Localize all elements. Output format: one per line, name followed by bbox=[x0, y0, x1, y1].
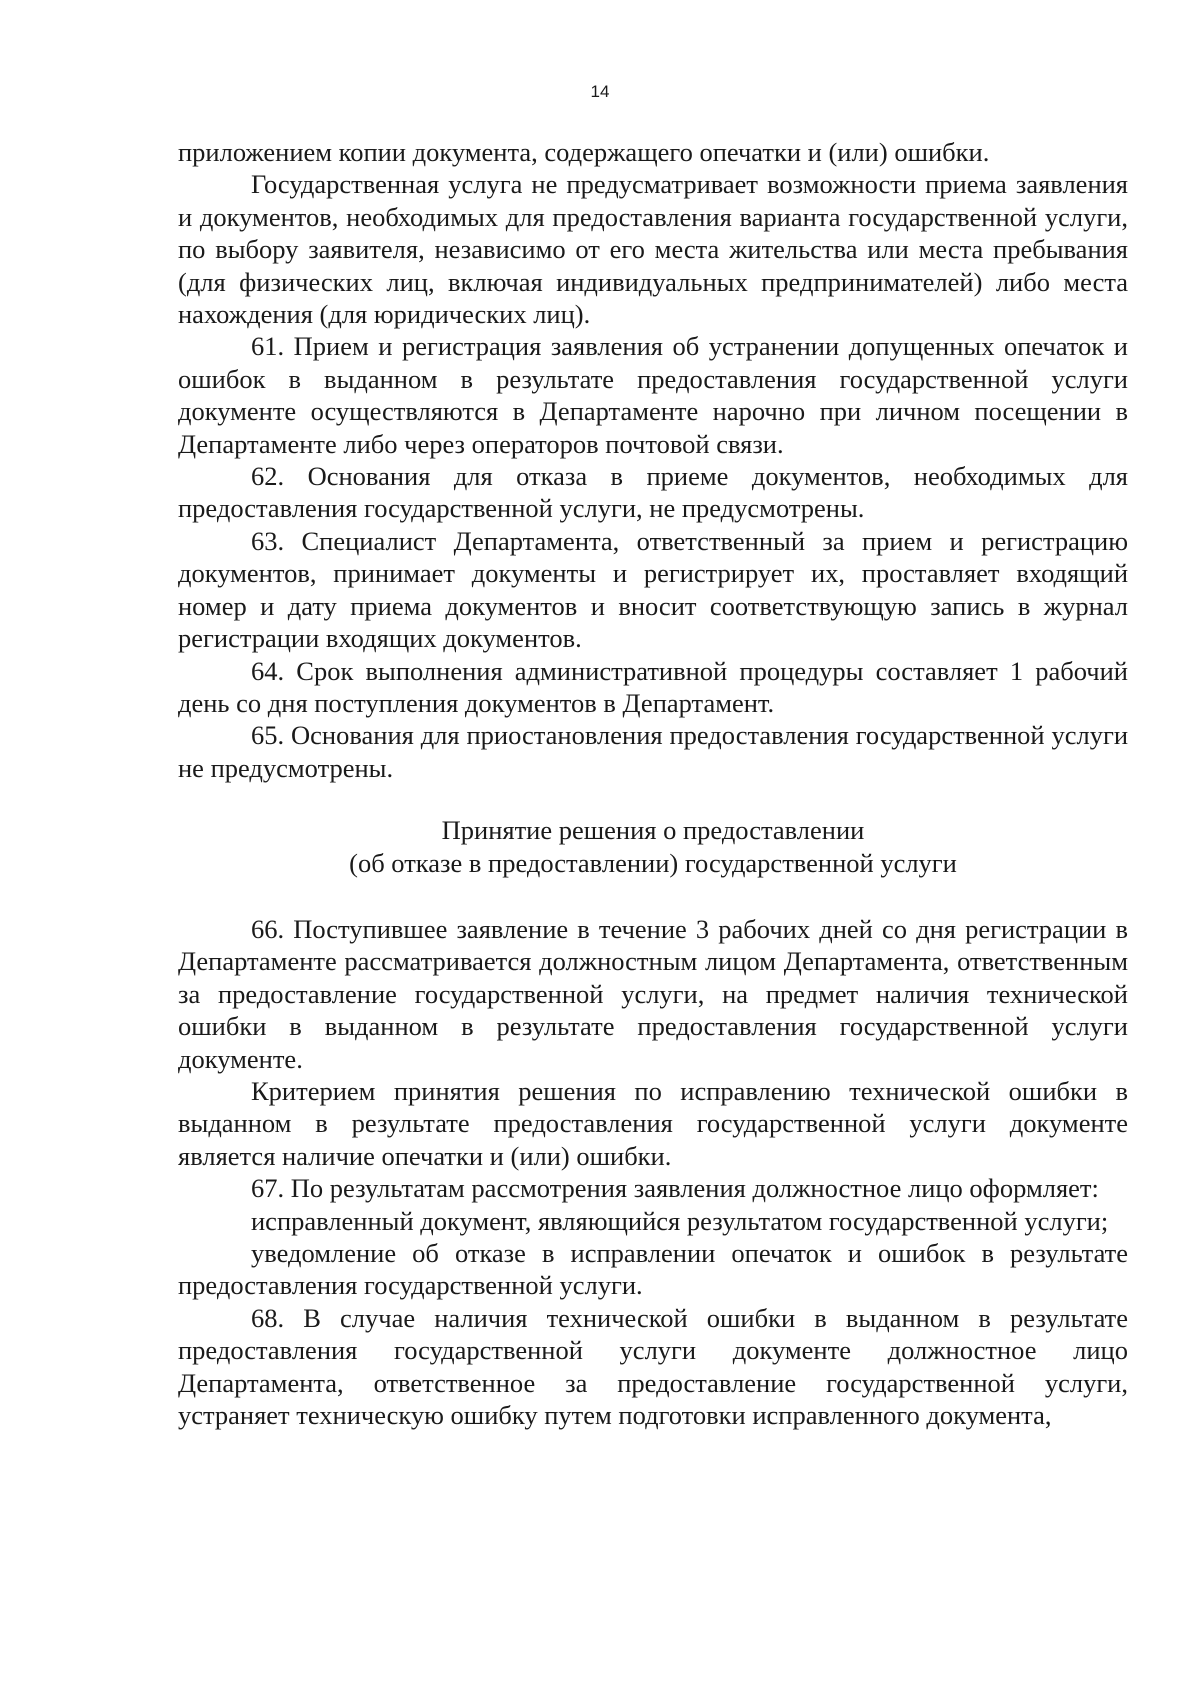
paragraph-item-64: 64. Срок выполнения административной процедуры составляет 1 рабочий день со дня поступления документов в Департамент. bbox=[178, 655, 1128, 718]
page-number: 14 bbox=[590, 82, 610, 101]
paragraph-item-66: 66. Поступившее заявление в течение 3 рабочих дней со дня регистрации в Департаменте рассматривается должностным лицом Департамента, ответственным за предоставление государственной услуги, на предмет наличия технической ошибки в выданном в результате предоставления государственной услуги документе. bbox=[178, 913, 1128, 1074]
document-body bbox=[178, 136, 1128, 1431]
paragraph-item-68: 68. В случае наличия технической ошибки в выданном в результате предоставления государственной услуги документе должностное лицо Департамента, ответственное за предоставление государственной услуги, устраняет техническую ошибку путем подготовки исправленного документа, bbox=[178, 1302, 1128, 1431]
paragraph-item-62: 62. Основания для отказа в приеме документов, необходимых для предоставления государственной услуги, не предусмотрены. bbox=[178, 461, 1128, 524]
section-heading-line-1: Принятие решения о предоставлении bbox=[441, 815, 865, 846]
section-heading bbox=[178, 814, 1128, 879]
paragraph-item-67: 67. По результатам рассмотрения заявления должностное лицо оформляет: bbox=[251, 1173, 1099, 1204]
list-item: уведомление об отказе в исправлении опечаток и ошибок в результате предоставления государственной услуги. bbox=[178, 1238, 1128, 1301]
paragraph-item-63: 63. Специалист Департамента, ответственный за прием и регистрацию документов, принимает документы и регистрирует их, проставляет входящий номер и дату приема документов и вносит соответствующую запись в журнал регистрации входящих документов. bbox=[178, 525, 1128, 654]
paragraph-item-65: 65. Основания для приостановления предоставления государственной услуги не предусмотрены. bbox=[178, 720, 1128, 783]
paragraph-item-61: 61. Прием и регистрация заявления об устранении допущенных опечаток и ошибок в выданном в результате предоставления государственной услуги документе осуществляются в Департаменте нарочно при личном посещении в Департаменте либо через операторов почтовой связи. bbox=[178, 331, 1128, 459]
paragraph: Критерием принятия решения по исправлению технической ошибки в выданном в результате предоставления государственной услуги документе является наличие опечатки и (или) ошибки. bbox=[178, 1075, 1128, 1171]
section-heading-line-2: (об отказе в предоставлении) государственной услуги bbox=[349, 847, 957, 878]
paragraph: приложением копии документа, содержащего опечатки и (или) ошибки. bbox=[178, 137, 990, 167]
list-item: исправленный документ, являющийся результатом государственной услуги; bbox=[251, 1205, 1109, 1236]
paragraph: Государственная услуга не предусматривает возможности приема заявления и документов, необходимых для предоставления варианта государственной услуги, по выбору заявителя, независимо от его места жительства или места пребывания (для физических лиц, включая индивидуальных предпринимателей) либо места нахождения (для юридических лиц). bbox=[178, 169, 1128, 330]
